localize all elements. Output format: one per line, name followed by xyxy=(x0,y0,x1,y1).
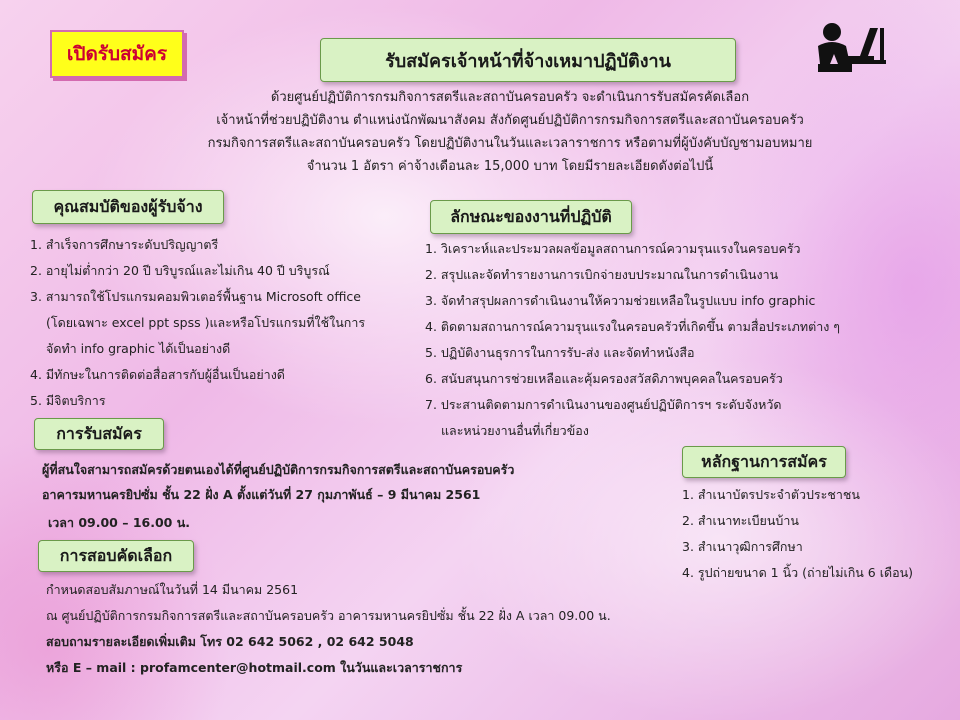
page-title: รับสมัครเจ้าหน้าที่จ้างเหมาปฏิบัติงาน xyxy=(320,38,736,82)
selection-line: ณ ศูนย์ปฏิบัติการกรมกิจการสตรีและสถาบันครอบครัว อาคารมหานครยิปซั่ม ชั้น 22 ฝั่ง A เวลา 09.00 น. xyxy=(46,608,611,623)
list-item: 4. มีทักษะในการติดต่อสื่อสารกับผู้อื่นเป็นอย่างดี xyxy=(30,367,285,382)
intro-line: เจ้าหน้าที่ช่วยปฏิบัติงาน ตำแหน่งนักพัฒนาสังคม สังกัดศูนย์ปฏิบัติการกรมกิจการสตรีและสถาบันครอบครัว xyxy=(216,113,804,128)
list-item: (โดยเฉพาะ excel ppt spss )และหรือโปรแกรมที่ใช้ในการ xyxy=(46,315,366,330)
list-item: 2. สำเนาทะเบียนบ้าน xyxy=(682,513,799,528)
person-at-laptop-icon xyxy=(812,20,892,78)
selection-line: กำหนดสอบสัมภาษณ์ในวันที่ 14 มีนาคม 2561 xyxy=(46,582,299,597)
application-line: ผู้ที่สนใจสามารถสมัครด้วยตนเองได้ที่ศูนย์ปฏิบัติการกรมกิจการสตรีและสถาบันครอบครัว xyxy=(42,462,515,477)
list-item: 5. ปฏิบัติงานธุรการในการรับ-ส่ง และจัดทำหนังสือ xyxy=(425,345,695,360)
list-item: 1. สำเนาบัตรประจำตัวประชาชน xyxy=(682,487,860,502)
intro-paragraph xyxy=(190,86,830,178)
list-item: 1. สำเร็จการศึกษาระดับปริญญาตรี xyxy=(30,237,219,252)
application-heading: การรับสมัคร xyxy=(34,418,164,450)
list-item: 7. ประสานติดตามการดำเนินงานของศูนย์ปฏิบัติการฯ ระดับจังหวัด xyxy=(425,397,782,412)
intro-line: กรมกิจการสตรีและสถาบันครอบครัว โดยปฏิบัติงานในวันและเวลาราชการ หรือตามที่ผู้บังคับบัญชามอบหมาย xyxy=(207,136,813,151)
selection-heading: การสอบคัดเลือก xyxy=(38,540,194,572)
list-item: 3. สำเนาวุฒิการศึกษา xyxy=(682,539,803,554)
intro-line: ด้วยศูนย์ปฏิบัติการกรมกิจการสตรีและสถาบันครอบครัว จะดำเนินการรับสมัครคัดเลือก xyxy=(270,90,750,105)
list-item: 6. สนับสนุนการช่วยเหลือและคุ้มครองสวัสดิภาพบุคคลในครอบครัว xyxy=(425,371,783,386)
duties-heading: ลักษณะของงานที่ปฏิบัติ xyxy=(430,200,632,234)
list-item: 2. สรุปและจัดทำรายงานการเบิกจ่ายงบประมาณในการดำเนินงาน xyxy=(425,267,779,282)
intro-line: จำนวน 1 อัตรา ค่าจ้างเดือนละ 15,000 บาท โดยมีรายละเอียดดังต่อไปนี้ xyxy=(306,159,714,174)
list-item: 2. อายุไม่ต่ำกว่า 20 ปี บริบูรณ์และไม่เกิน 40 ปี บริบูรณ์ xyxy=(30,263,330,278)
qualifications-list xyxy=(30,232,365,414)
list-item: จัดทำ info graphic ได้เป็นอย่างดี xyxy=(46,341,231,356)
documents-list xyxy=(682,482,913,586)
list-item: 1. วิเคราะห์และประมวลผลข้อมูลสถานการณ์ความรุนแรงในครอบครัว xyxy=(425,241,801,256)
application-time: เวลา 09.00 – 16.00 น. xyxy=(48,515,190,530)
list-item: 3. จัดทำสรุปผลการดำเนินงานให้ความช่วยเหลือในรูปแบบ info graphic xyxy=(425,293,816,308)
list-item: 3. สามารถใช้โปรแกรมคอมพิวเตอร์พื้นฐาน Microsoft office xyxy=(30,289,361,304)
list-item: 4. ติดตามสถานการณ์ความรุนแรงในครอบครัวที่เกิดขึ้น ตามสื่อประเภทต่าง ๆ xyxy=(425,319,841,334)
application-line: อาคารมหานครยิปซั่ม ชั้น 22 ฝั่ง A ตั้งแต่วันที่ 27 กุมภาพันธ์ – 9 มีนาคม 2561 xyxy=(42,487,481,502)
contact-email: หรือ E – mail : profamcenter@hotmail.com ในวันและเวลาราชการ xyxy=(46,660,463,675)
list-item: และหน่วยงานอื่นที่เกี่ยวข้อง xyxy=(441,423,589,438)
list-item: 4. รูปถ่ายขนาด 1 นิ้ว (ถ่ายไม่เกิน 6 เดือน) xyxy=(682,565,914,580)
duties-list xyxy=(425,236,840,444)
open-recruitment-badge: เปิดรับสมัคร xyxy=(50,30,184,78)
documents-heading: หลักฐานการสมัคร xyxy=(682,446,846,478)
list-item: 5. มีจิตบริการ xyxy=(30,393,106,408)
qualifications-heading: คุณสมบัติของผู้รับจ้าง xyxy=(32,190,224,224)
contact-phone: สอบถามรายละเอียดเพิ่มเติม โทร 02 642 5062 , 02 642 5048 xyxy=(46,634,414,649)
